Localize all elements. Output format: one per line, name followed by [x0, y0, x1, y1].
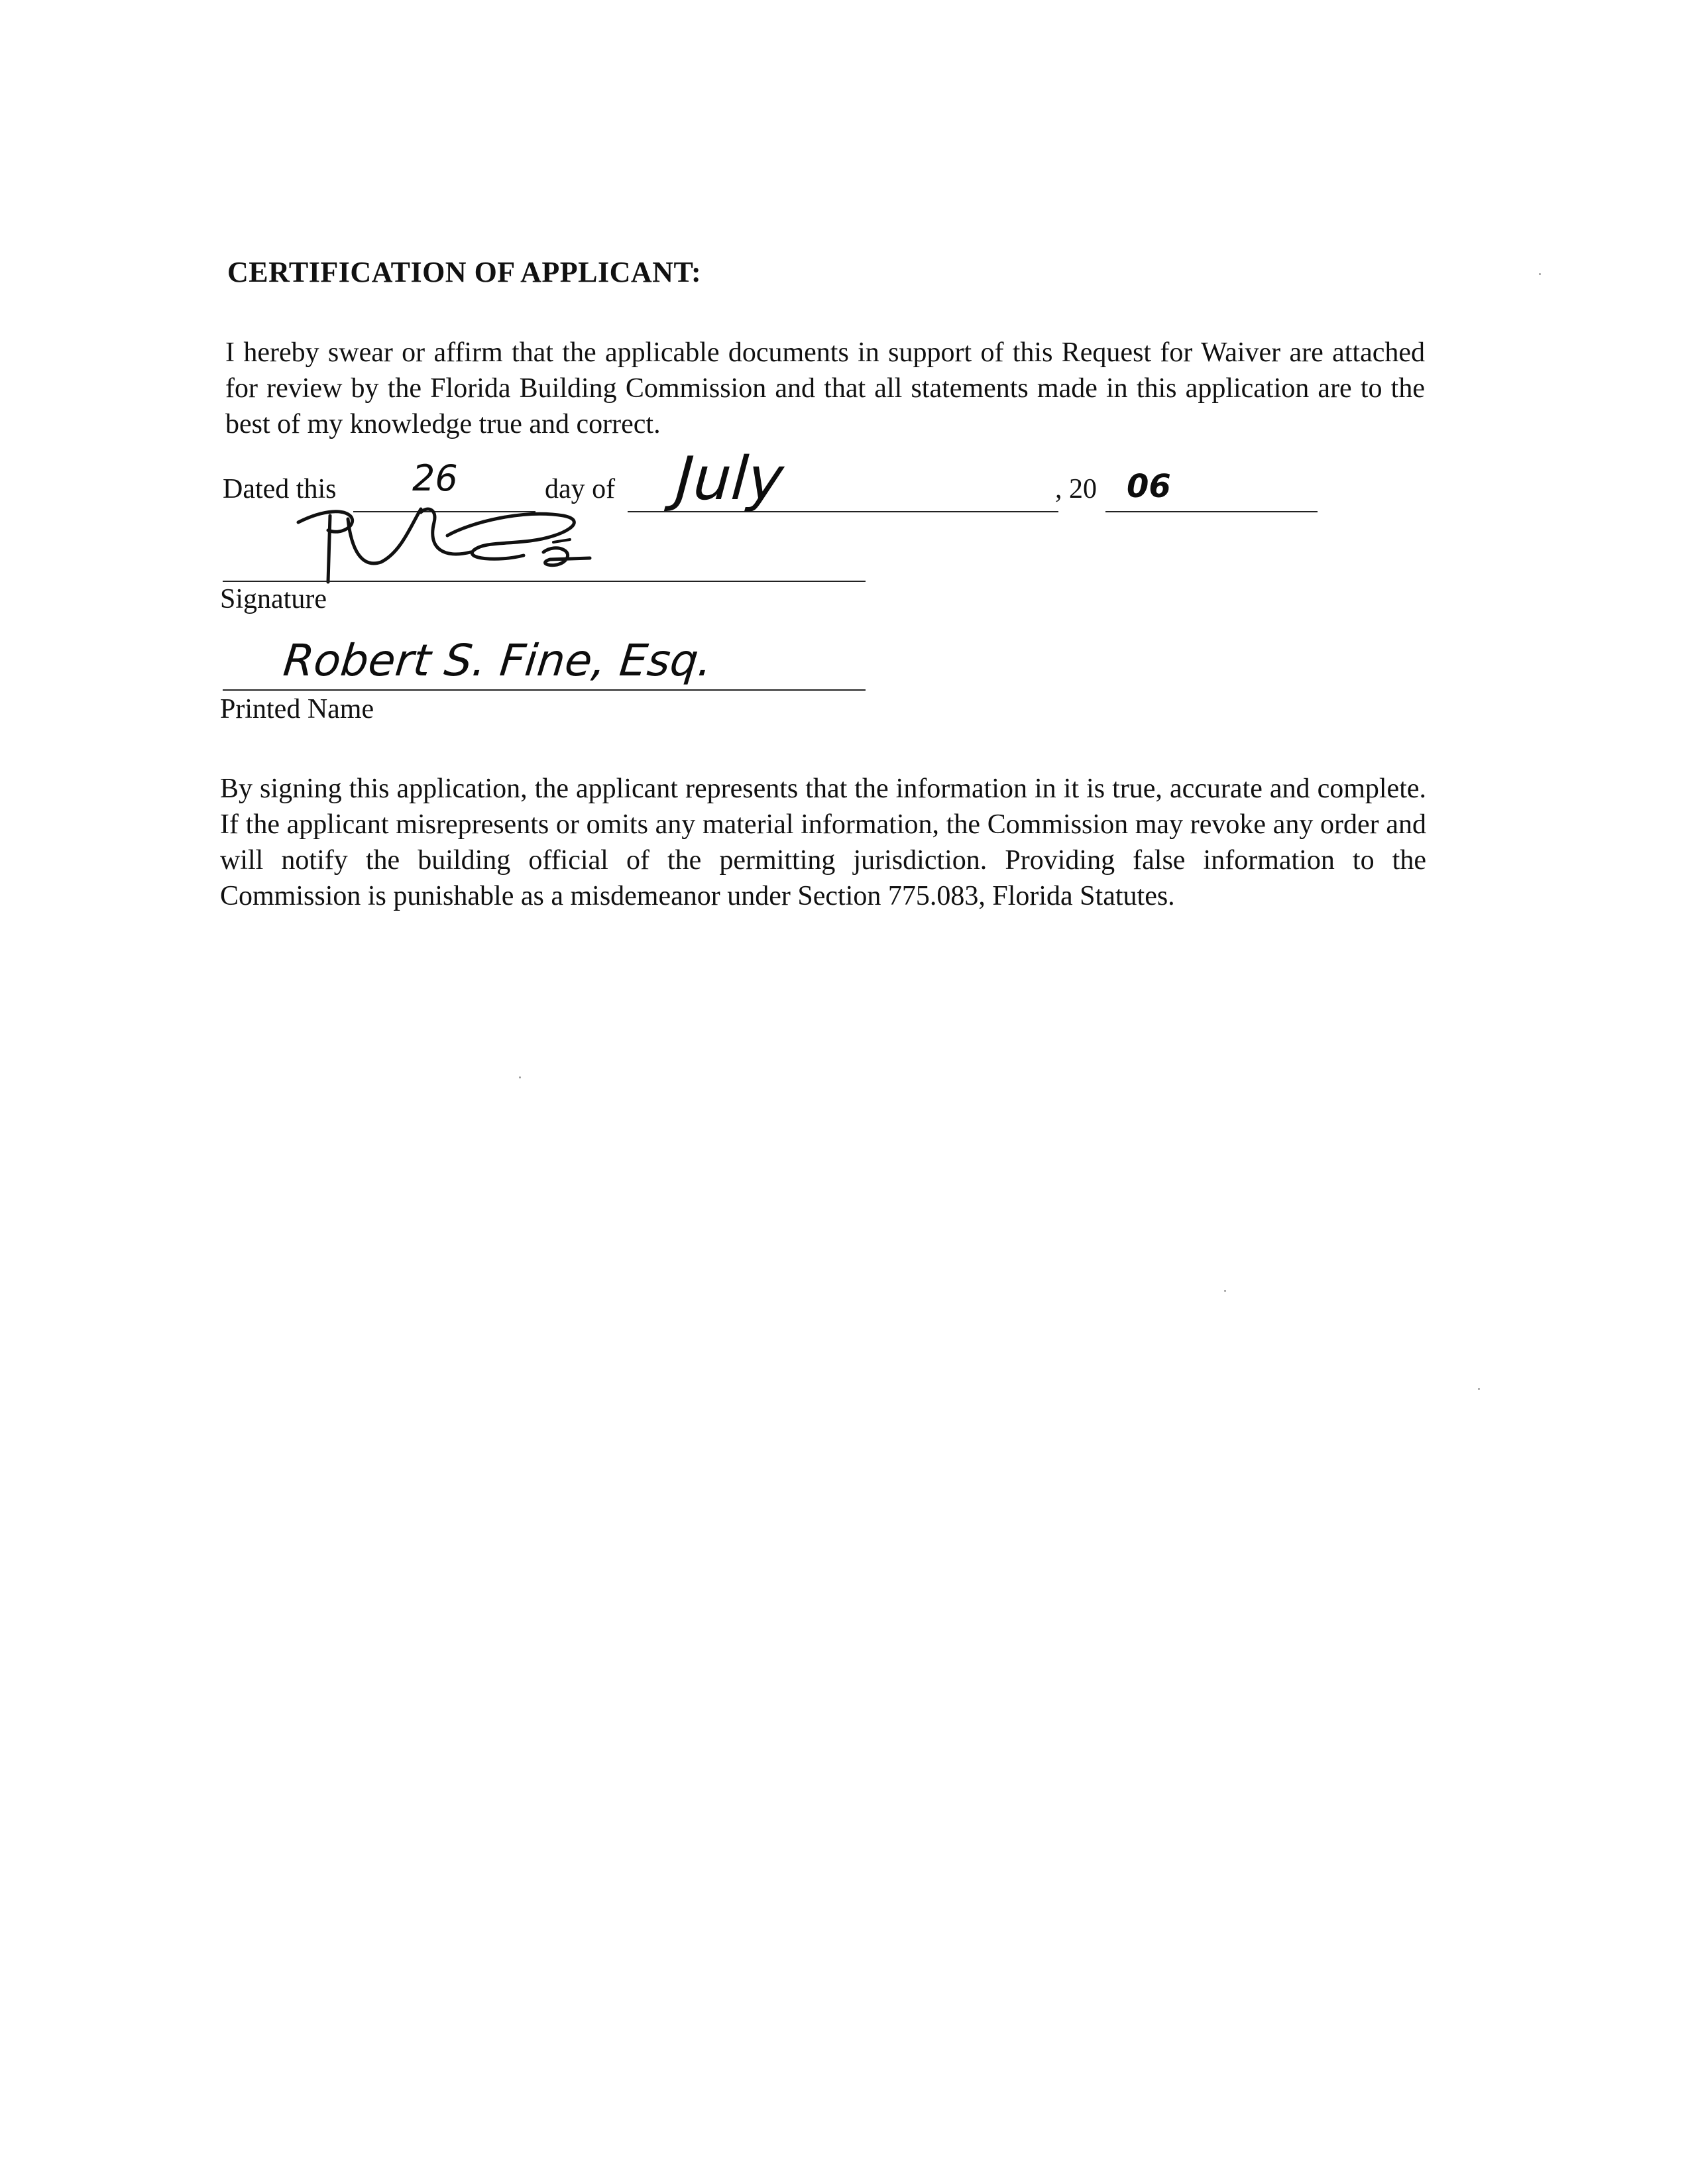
legal-disclaimer: By signing this application, the applicant represents that the information in it is true, accurate and complete. If the applicant misrepresents or omits any material information, the Commission may revoke any order and will notify the building official of the permitting jurisdiction. Providing false information to the Commission is punishable as a misdemeanor under Section 775.083, Florida Statutes. — [220, 774, 1426, 911]
scan-speck — [519, 1076, 521, 1078]
signature-label: Signature — [220, 584, 327, 614]
year-blank-line — [1105, 511, 1318, 512]
dated-this-label: Dated this — [223, 474, 337, 504]
certification-heading: CERTIFICATION OF APPLICANT: — [227, 256, 702, 288]
scan-speck — [1224, 1290, 1226, 1292]
signature-line — [223, 581, 866, 582]
day-of-label: day of — [545, 474, 616, 504]
handwritten-signature — [219, 489, 683, 595]
affirmation-statement: I hereby swear or affirm that the applicable documents in support of this Request for Waiver are attached for review by the Florida Building Commission and that all statements made in this application are to the best of my knowledge true and correct. — [225, 337, 1425, 439]
scan-speck — [1539, 273, 1541, 275]
printed-name-handwritten-value: Robert S. Fine, Esq. — [280, 635, 715, 686]
printed-name-line — [223, 689, 866, 691]
printed-name-label: Printed Name — [220, 694, 374, 724]
day-handwritten-value: 26 — [412, 457, 458, 499]
year-prefix-label: , 20 — [1055, 474, 1097, 504]
year-handwritten-value: 06 — [1127, 468, 1171, 505]
month-handwritten-value: July — [673, 444, 786, 514]
scan-speck — [1478, 1388, 1480, 1390]
